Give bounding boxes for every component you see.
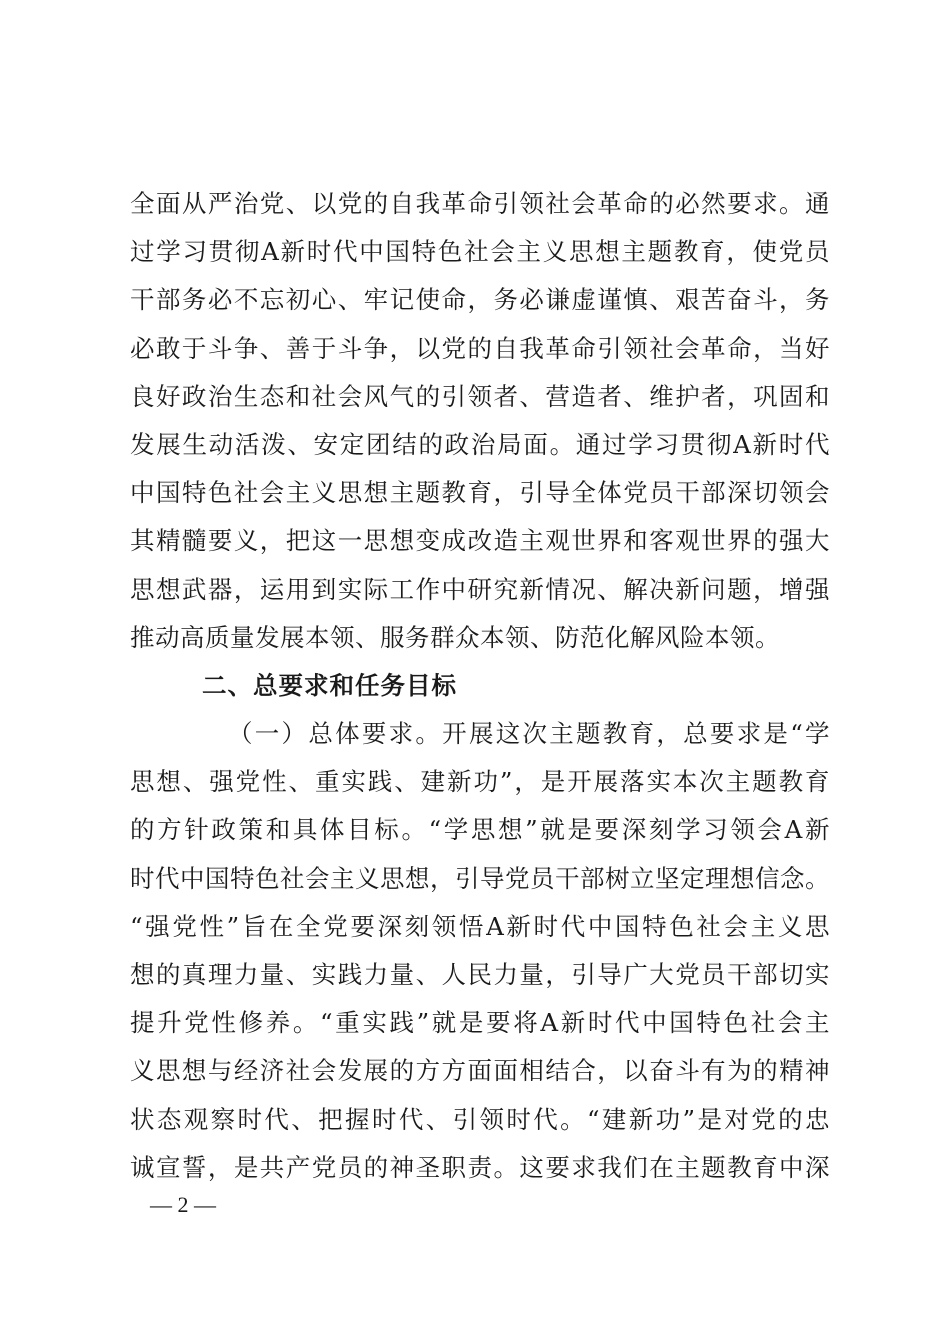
text-line: 良好政治生态和社会风气的引领者、营造者、维护者，巩固和 — [130, 381, 830, 411]
text-line: 诚宣誓，是共产党员的神圣职责。这要求我们在主题教育中深 — [130, 1152, 830, 1182]
document-body — [130, 180, 830, 1192]
text-line: 想的真理力量、实践力量、人民力量，引导广大党员干部切实 — [130, 960, 830, 989]
text-line: 必敢于斗争、善于斗争，以党的自我革命引领社会革命，当好 — [130, 333, 830, 363]
text-line: 发展生动活泼、安定团结的政治局面。通过学习贯彻A新时代 — [130, 429, 830, 459]
text-line: 思想、强党性、重实践、建新功”，是开展落实本次主题教育 — [130, 767, 830, 797]
text-line: 中国特色社会主义思想主题教育，引导全体党员干部深切领会 — [130, 478, 830, 508]
text-line: 时代中国特色社会主义思想，引导党员干部树立坚定理想信念。 — [130, 863, 830, 893]
page-number: — 2 — — [150, 1192, 216, 1217]
text-line: 状态观察时代、把握时代、引领时代。“建新功”是对党的忠 — [130, 1104, 830, 1134]
text-line: 义思想与经济社会发展的方方面面相结合，以奋斗有为的精神 — [130, 1056, 830, 1086]
text-line: 全面从严治党、以党的自我革命引领社会革命的必然要求。通 — [130, 189, 830, 218]
text-line: 干部务必不忘初心、牢记使命，务必谦虚谨慎、艰苦奋斗，务 — [130, 285, 830, 315]
text-line: 思想武器，运用到实际工作中研究新情况、解决新问题，增强 — [130, 574, 830, 604]
section-heading: 二、总要求和任务目标 — [202, 670, 457, 700]
text-line: 提升党性修养。“重实践”就是要将A新时代中国特色社会主 — [130, 1008, 830, 1038]
text-line: “强党性”旨在全党要深刻领悟A新时代中国特色社会主义思 — [130, 911, 830, 941]
text-line: 其精髓要义，把这一思想变成改造主观世界和客观世界的强大 — [130, 526, 830, 556]
text-line: 推动高质量发展本领、服务群众本领、防范化解风险本领。 — [130, 622, 780, 652]
text-line: 过学习贯彻A新时代中国特色社会主义思想主题教育，使党员 — [130, 237, 830, 267]
text-line: 的方针政策和具体目标。“学思想”就是要深刻学习领会A新 — [130, 815, 830, 845]
text-line: （一）总体要求。开展这次主题教育，总要求是“学 — [228, 719, 830, 749]
